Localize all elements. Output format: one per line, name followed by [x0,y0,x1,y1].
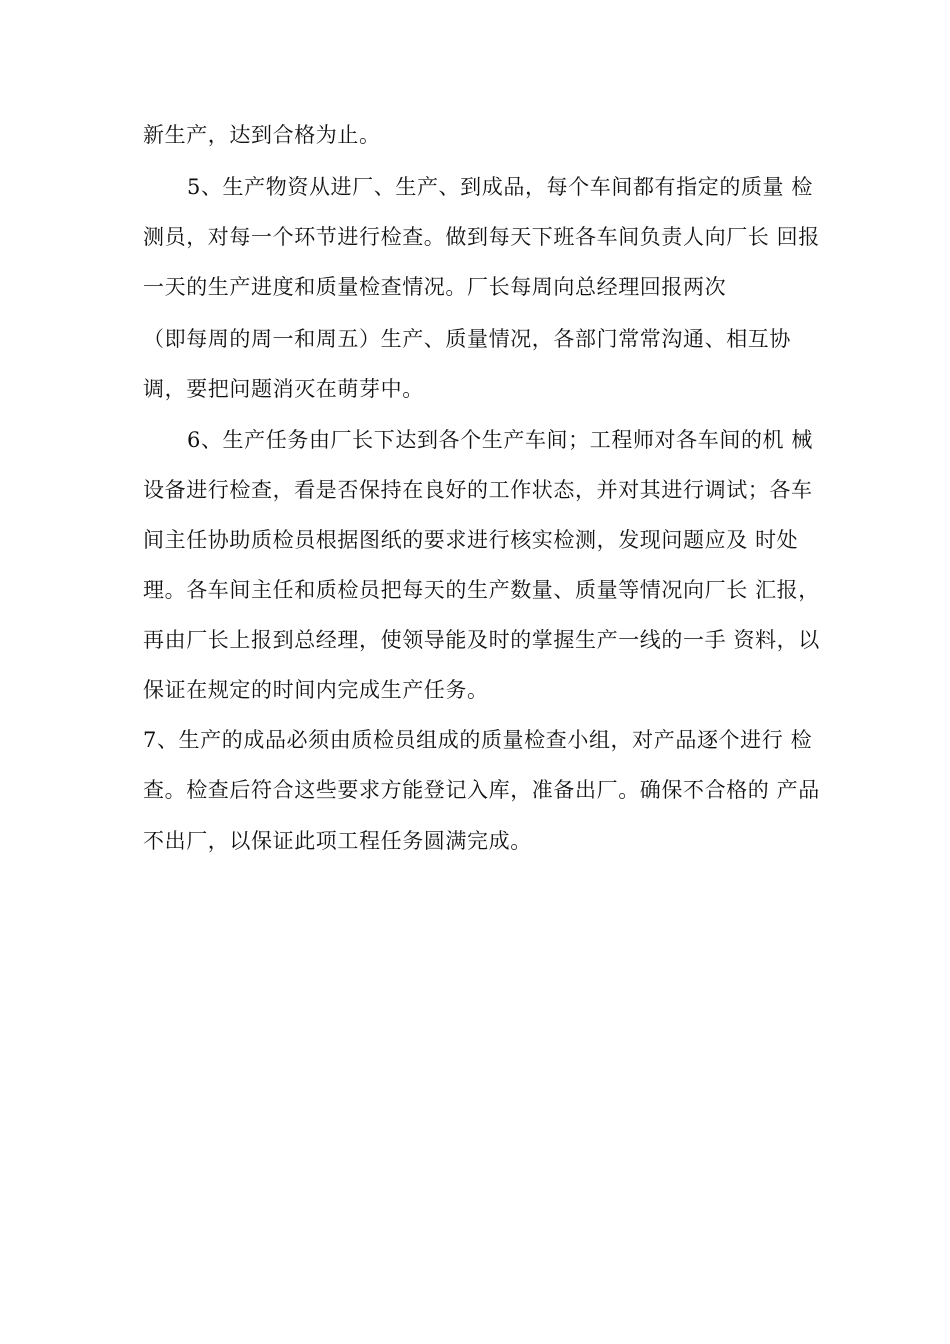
text-line-5: （即每周的周一和周五）生产、质量情况，各部门常常沟通、相互协 [143,327,791,351]
text-line-13: 7、生产的成品必须由质检员组成的质量检查小组，对产品逐个进行 检 [143,728,813,752]
text-line-15: 不出厂，以保证此项工程任务圆满完成。 [143,829,532,853]
text-line-10: 理。各车间主任和质检员把每天的生产数量、质量等情况向厂长 汇报， [143,578,820,602]
text-line-1: 新生产，达到合格为止。 [143,123,381,147]
text-line-2: 5、生产物资从进厂、生产、到成品，每个车间都有指定的质量 检 [187,175,814,199]
text-line-12: 保证在规定的时间内完成生产任务。 [143,678,489,702]
text-line-14: 查。检查后符合这些要求方能登记入库，准备出厂。确保不合格的 产品 [143,778,820,802]
text-line-6: 调，要把问题消灭在萌芽中。 [143,377,424,401]
text-line-11: 再由厂长上报到总经理，使领导能及时的掌握生产一线的一手 资料，以 [143,628,820,652]
text-line-9: 间主任协助质检员根据图纸的要求进行核实检测，发现问题应及 时处 [143,528,799,552]
text-line-7: 6、生产任务由厂长下达到各个生产车间；工程师对各车间的机 械 [187,428,814,452]
text-line-8: 设备进行检查，看是否保持在良好的工作状态，并对其进行调试；各车 [143,478,813,502]
text-line-3: 测员，对每一个环节进行检查。做到每天下班各车间负责人向厂长 回报 [143,225,820,249]
text-line-4: 一天的生产进度和质量检查情况。厂长每周向总经理回报两次 [143,275,727,299]
